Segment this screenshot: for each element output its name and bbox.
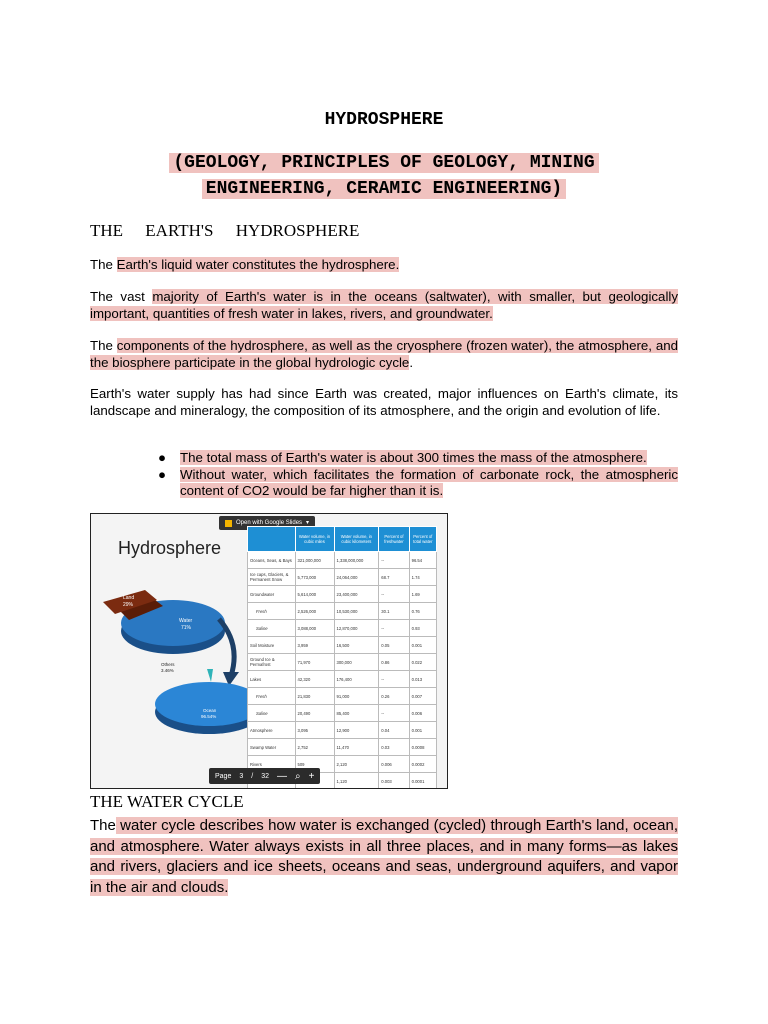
table-cell: Saline	[248, 620, 296, 637]
table-cell: 1,338,000,000	[334, 552, 379, 569]
table-header	[248, 527, 296, 552]
pie-charts	[91, 514, 251, 774]
table-cell: 42,320	[295, 671, 334, 688]
table-row	[248, 552, 437, 569]
table-cell: 71,970	[295, 654, 334, 671]
table-cell: 176,400	[334, 671, 379, 688]
table-cell: 0.0008	[409, 739, 436, 756]
table-cell: 0.006	[379, 756, 409, 773]
pie-ocean-pct: 96.54%	[201, 714, 217, 719]
pager-current[interactable]: 3	[239, 772, 244, 780]
table-cell: Saline	[248, 705, 296, 722]
table-cell: 0.93	[409, 620, 436, 637]
page-subtitle	[110, 150, 658, 202]
p2-text-a: The vast	[90, 289, 153, 304]
table-cell: 0.76	[409, 603, 436, 620]
page-title: HYDROSPHERE	[324, 110, 444, 130]
water-volume-table	[247, 526, 437, 789]
table-cell: 3,959	[295, 637, 334, 654]
table-cell: 0.006	[409, 705, 436, 722]
p1-highlight: Earth's liquid water constitutes the hydrosphere.	[116, 257, 400, 272]
table-cell: --	[379, 586, 409, 603]
table-cell: 0.001	[409, 722, 436, 739]
p3-highlight-1: components of the hydrosphere	[116, 338, 305, 353]
table-cell: 2,752	[295, 739, 334, 756]
table-row	[248, 688, 437, 705]
table-cell: 91,000	[334, 688, 379, 705]
pie-others-label: Others	[161, 662, 175, 667]
table-header: Percent of total water	[409, 527, 436, 552]
table-row	[248, 654, 437, 671]
p3-text-a: The	[90, 338, 117, 353]
p3-text-d: .	[409, 354, 414, 370]
p1-text-a: The	[90, 257, 117, 272]
table-cell: Swamp Water	[248, 739, 296, 756]
table-cell: Soil Moisture	[248, 637, 296, 654]
table-cell: 85,400	[334, 705, 379, 722]
pager-label: Page	[215, 772, 232, 780]
table-cell: Ground Ice & Permafrost	[248, 654, 296, 671]
table-body	[248, 552, 437, 790]
table-cell: --	[379, 552, 409, 569]
table-cell: 0.007	[409, 688, 436, 705]
zoom-in-button[interactable]: +	[308, 770, 315, 782]
table-cell: 5,773,000	[295, 569, 334, 586]
table-cell: 24,064,000	[334, 569, 379, 586]
table-cell: --	[379, 705, 409, 722]
hydrosphere-figure	[90, 513, 448, 789]
bullet-item	[158, 450, 678, 467]
table-cell: 30.1	[379, 603, 409, 620]
bullet-dot: ●	[158, 466, 167, 482]
table-row	[248, 739, 437, 756]
slide-pager	[209, 768, 320, 784]
table-row	[248, 569, 437, 586]
table-cell: Lakes	[248, 671, 296, 688]
wc-highlight: water cycle describes how water is exchanged (cycled) through Earth's land, ocean, and atmosphere. Water always exists in all three places, and in many forms—as lakes and rivers, glaciers and ice sheets, oceans and seas, underground aquifers, and vapor in the air and clouds.	[90, 817, 678, 896]
table-cell: Atmosphere	[248, 722, 296, 739]
open-with-label: Open with Google Slides	[236, 520, 303, 526]
chevron-down-icon: ▾	[306, 520, 310, 526]
paragraph-3	[90, 338, 678, 371]
table-cell: 10,530,000	[334, 603, 379, 620]
table-cell: 0.05	[379, 637, 409, 654]
table-cell: 0.003	[379, 773, 409, 790]
table-row	[248, 722, 437, 739]
section-heading-water-cycle: THE WATER CYCLE	[90, 792, 244, 811]
table-cell: 2,120	[334, 756, 379, 773]
table-cell: Oceans, Seas, & Bays	[248, 552, 296, 569]
table-cell: 1.74	[409, 569, 436, 586]
table-cell: 16,500	[334, 637, 379, 654]
bullet-text: The total mass of Earth's water is about 300 times the mass of the atmosphere.	[180, 450, 647, 465]
table-cell: 0.26	[379, 688, 409, 705]
table-cell: 68.7	[379, 569, 409, 586]
table-header: Water volume, in cubic miles	[295, 527, 334, 552]
table-cell: 1,120	[334, 773, 379, 790]
bullet-dot: ●	[158, 450, 167, 465]
wc-text-a: The	[90, 817, 116, 834]
table-cell: 0.013	[409, 671, 436, 688]
table-cell: 96.54	[409, 552, 436, 569]
table-cell: 3,095	[295, 722, 334, 739]
table-header: Percent of freshwater	[379, 527, 409, 552]
table-cell: 1.69	[409, 586, 436, 603]
table-cell: 21,830	[295, 688, 334, 705]
table-cell: --	[379, 620, 409, 637]
pie-top	[103, 590, 225, 654]
pager-total: 32	[261, 772, 270, 780]
table-cell: 2,526,000	[295, 603, 334, 620]
table-cell: Rivers	[248, 756, 296, 773]
table-row	[248, 620, 437, 637]
bullet-item	[158, 467, 678, 500]
water-cycle-paragraph	[90, 816, 678, 898]
bullet-text: Without water, which facilitates the formation of carbonate rock, the atmospheric content of CO2 would be far higher than it is.	[180, 466, 678, 498]
table-header: Water volume, in cubic kilometers	[334, 527, 379, 552]
paragraph-1	[90, 257, 678, 274]
table-cell: 23,400,000	[334, 586, 379, 603]
zoom-out-button[interactable]: —	[277, 770, 288, 782]
paragraph-4: Earth's water supply has had since Earth was created, major influences on Earth's climate, its landscape and mineralogy, the composition of its atmosphere, and the origin and evolution of life.	[90, 386, 678, 418]
pie-ocean-label: Ocean	[203, 708, 217, 713]
zoom-icon[interactable]: ⌕	[295, 770, 301, 782]
table-row	[248, 671, 437, 688]
table-cell: 5,614,000	[295, 586, 334, 603]
table-cell: Groundwater	[248, 586, 296, 603]
table-cell: --	[379, 671, 409, 688]
p2-highlight: majority of Earth's water is in the oceans (saltwater), with smaller, but geologically important, quantities of fresh water in lakes, rivers, and groundwater.	[90, 289, 678, 321]
pie-water-pct: 71%	[181, 625, 192, 631]
table-cell: Fresh	[248, 603, 296, 620]
bullet-list	[158, 450, 678, 500]
table-cell: 300,000	[334, 654, 379, 671]
table-row	[248, 637, 437, 654]
pie-others-pct: 3.46%	[161, 668, 174, 673]
table-cell: Ice caps, Glaciers, & Permanent Snow	[248, 569, 296, 586]
figure-title: Hydrosphere	[118, 538, 222, 558]
pie-water-label: Water	[179, 618, 193, 624]
table-cell: 3,088,000	[295, 620, 334, 637]
table-cell: 0.86	[379, 654, 409, 671]
table-header-row	[248, 527, 437, 552]
pie-land-pct: 29%	[123, 602, 134, 608]
table-cell: 11,470	[334, 739, 379, 756]
table-cell: 0.0002	[409, 756, 436, 773]
table-row	[248, 705, 437, 722]
table-cell: 20,490	[295, 705, 334, 722]
p3-highlight-2: , as well as the cryosphere (frozen water), the atmosphere, and the biosphere participate in the global hydrologic cycle	[90, 338, 679, 370]
table-row	[248, 603, 437, 620]
table-cell: 0.022	[409, 654, 436, 671]
table-cell: 0.0001	[409, 773, 436, 790]
pie-others-slice	[207, 669, 213, 682]
table-cell: 321,000,000	[295, 552, 334, 569]
table-cell: Fresh	[248, 688, 296, 705]
pager-sep: /	[251, 772, 254, 780]
pie-land-label: Land	[123, 595, 135, 601]
table-cell: 12,900	[334, 722, 379, 739]
table-cell: 0.001	[409, 637, 436, 654]
table-row	[248, 586, 437, 603]
subtitle-line-1: (GEOLOGY, PRINCIPLES OF GEOLOGY, MINING	[169, 153, 598, 173]
paragraph-2	[90, 289, 678, 322]
table-cell: 0.04	[379, 722, 409, 739]
section-heading-hydrosphere: THE EARTH'S HYDROSPHERE	[90, 221, 360, 240]
subtitle-line-2: ENGINEERING, CERAMIC ENGINEERING)	[202, 179, 566, 199]
table-cell: 0.03	[379, 739, 409, 756]
table-cell: 12,870,000	[334, 620, 379, 637]
table-cell: 509	[295, 756, 334, 773]
